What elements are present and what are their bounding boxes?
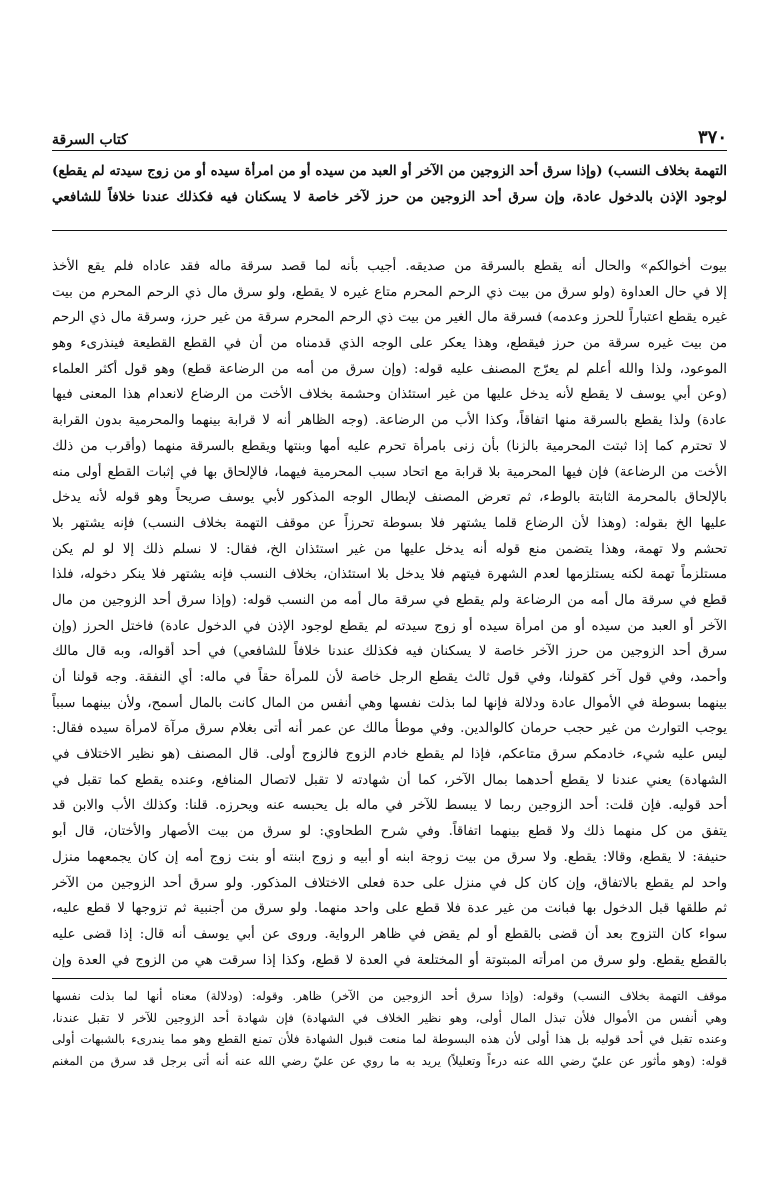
commentary-line: ثم طلقها قبل الدخول بها فبانت من غير عدة فلا قطع على واحد منهما. ولو سرق من أجنبية ثم تزوجها لا قطع عليه، bbox=[52, 901, 727, 917]
commentary-line: وأحمد، وفي قول آخر كقولنا، وفي قول ثالث يقطع الرجل خاصة لأن للمرأة حقاً في ماله: أي النفقة. وجه قولنا أن bbox=[52, 670, 727, 685]
commentary-line: أحد قوليه. فإن قلت: أحد الزوجين ربما لا يبسط للآخر في ماله بل يحبسه عنه ويحرزه. قلنا: وكذلك الأب والابن قد bbox=[52, 798, 727, 814]
commentary-line: بالقطع يقطع. ولو سرق من امرأته المبتوتة أو المختلعة في العدة لا قطع، وكذا إذا سرقت هي من الزوج في العدة وإن bbox=[52, 952, 727, 968]
commentary-line: عادة) ولذا يقطع بالسرقة منها اتفاقاً، وكذا الأب من الرضاعة. (وجه الظاهر أنه لا قرابة بينهما والمحرمية بدون القرابة bbox=[52, 413, 727, 429]
matn-line: التهمة بخلاف النسب) (وإذا سرق أحد الزوجين من الآخر أو العبد من سيده أو من امرأة سيده أو من زوج سيدته لم يقطع) bbox=[52, 163, 727, 179]
commentary-line: غيره يقطع اعتباراً للحرز وعدمه) فسرقة مال الغير من بيت ذي الرحم المحرم سرقة من غير حرز، وسرقة مال ذي الرحم bbox=[52, 310, 727, 326]
commentary-line: الأخت من الرضاعة) فإن فيها المحرمية بلا قرابة مع اتحاد سبب المحرمية فيهما، فالإلحاق بها في إثبات القطع أولى منه bbox=[52, 464, 727, 480]
footnote-divider bbox=[52, 978, 727, 979]
commentary-line: الآخر أو العبد من سيده أو من امرأة سيده أو زوج سيدته لم يقطع لوجود الإذن في الدخول عادة) فاختل الحرز (وإن bbox=[52, 618, 727, 634]
commentary-line: إلا في حال العداوة (ولو سرق من بيت ذي الرحم المحرم متاع غيره لا يقطع، ولو سرق مال ذي الرحم المحرم من بيت bbox=[52, 284, 727, 300]
page-number: ٣٧٠ bbox=[697, 127, 727, 148]
footnote-line: وعنده تقبل في أحد قوليه بل هذا أولى لأن هذه البسوطة لما منعت قبول الشهادة فلأن تمنع القطع وهو مما يندرىء بالشبهات أولى bbox=[52, 1032, 727, 1046]
commentary-line: سرق أحد الزوجين من حرز الآخر خاصة لا يسكنان فيه فكذلك عندنا خلافاً للشافعي) في أحد أقواله، وبه قال مالك bbox=[52, 644, 727, 660]
commentary-line: سواء كان التزوج بعد أن قضى بالقطع أو لم يقض في ظاهر الرواية. وروى عن أبي يوسف أنه قال: إذا قضى عليه bbox=[52, 926, 727, 942]
book-title: كتاب السرقة bbox=[52, 132, 128, 148]
matn-text bbox=[52, 158, 727, 210]
commentary-line: بالإلحاق بالمحرمة الثابتة بالوطء، ثم تعرض المصنف لإبطال الوجه المذكور لأبي يوسف صريحاً وهو قوله لأنه يدخل bbox=[52, 490, 727, 506]
footnote-line: وهي أنفس من الأموال فلأن تبذل المال أولى، وهو نظير الخلاف في الشهادة) فإن شهادة أحد الزوجين للآخر لا تقبل عندنا، bbox=[52, 1010, 727, 1025]
commentary-line: قطع في سرقة مال أمه من الرضاعة ولم يقطع في سرقة مال أمه من النسب قوله: (وإذا سرق أحد الزوجين من مال bbox=[52, 592, 727, 608]
running-header bbox=[52, 122, 727, 148]
commentary-line: الشهادة) يعني عندنا لا يقطع أحدهما بمال الآخر، كما أن شهادته لا تقبل لاتصال المنافع، وعنده يقطع كما تقبل في bbox=[52, 772, 727, 788]
header-rule bbox=[52, 150, 727, 151]
commentary-line: حنيفة: لا يقطع، وقالا: يقطع. ولا سرق من بيت زوجة ابنه أو أبيه و زوج ابنته أو بنت زوج أمه إن كان يجمعهما منزل bbox=[52, 849, 727, 865]
commentary-line: عليها الخ بقوله: (وهذا لأن الرضاع قلما يشتهر فلا بسوطة تحرزاً عن موقف التهمة بخلاف النسب) فإنه يشتهر بلا bbox=[52, 515, 727, 531]
matn-divider bbox=[52, 230, 727, 231]
commentary-line: يتفق من كل منهما ذلك ولا قطع بينهما اتفاقاً. وفي شرح الطحاوي: لو سرق من بيت الأصهار والأختان، قال أبو bbox=[52, 824, 727, 840]
commentary-line: واحد لم يقطع بالاتفاق، وإن كان كل في منزل على حدة فعلى الاختلاف المذكور. ولو سرق أحد الزوجين من الآخر bbox=[52, 875, 727, 891]
commentary-text bbox=[52, 254, 727, 973]
footnote-line: موقف التهمة بخلاف النسب) وقوله: (وإذا سرق أحد الزوجين من الآخر) ظاهر. وقوله: (ودلالة) معناه أنها لما بذلت نفسها bbox=[52, 989, 727, 1003]
commentary-line: بينهما بسوطة في الأموال عادة ودلالة فإنها لما بذلت نفسها وهي أنفس من المال كانت بالمال أسمح، ولأن بينهما سبباً bbox=[52, 695, 727, 711]
commentary-line: من بيت غيره سرقة من حرز فيقطع، وهذا يعكر على الوجه الذي قدمناه من أن في القطع القطيعة فينذرىء وهو bbox=[52, 336, 727, 352]
commentary-line: الموعود، ولذا والله أعلم لم يعرّج المصنف عليه قوله: (وإن سرق من أمه من الرضاعة قطع) وهو قول أكثر العلماء bbox=[52, 361, 727, 377]
matn-line: لوجود الإذن بالدخول عادة، وإن سرق أحد الزوجين من حرز لآخر خاصة لا يسكنان فيه فكذلك عندنا خلافاً للشافعي bbox=[52, 189, 727, 205]
commentary-line: ليس عليه شيء، خادمكم سرق متاعكم، فإذا لم يقطع خادم الزوج فالزوج أولى. قال المصنف (هو نظير الاختلاف في bbox=[52, 747, 727, 763]
footnotes bbox=[52, 986, 727, 1072]
commentary-line: مستلزماً تهمة لكنه يستلزمها لعدم الشهرة فيتهم فلا يدخل بلا استئذان، بخلاف النسب فإنه يشتهر فلا ينكر دخوله، فلذا bbox=[52, 567, 727, 583]
footnote-line: قوله: (وهو مأثور عن عليّ رضي الله عنه درءاً وتعليلاً) يريد به ما روي عن عليّ رضي الله عنه أنه أتى برجل قد سرق من المغنم bbox=[52, 1053, 727, 1068]
commentary-line: تحشم ولا تهمة، وهذا يتضمن منع قوله أنه يدخل عليها من غير استئذان الخ، فقال: لا نسلم ذلك إلا لو لم يكن bbox=[52, 541, 727, 557]
commentary-line: يوجب التوارث من غير حجب حرمان كالوالدين. وفي موطأ مالك عن عمر أنه أتى بغلام سرق مرآة لامرأة سيده فقال: bbox=[52, 721, 727, 737]
commentary-line: بيوت أخوالكم» والحال أنه يقطع بالسرقة من صديقه. أجيب بأنه لما قصد سرقة ماله فقد عاداه فلم يقع الأخذ bbox=[52, 259, 727, 274]
commentary-line: لا تحترم كما إذا ثبتت المحرمية بالزنا) بأن زنى بامرأة تحرم عليه أمها وبنتها ويقطع بالسرقة منهما (وأقرب من ذلك bbox=[52, 438, 727, 454]
commentary-line: (وعن أبي يوسف لا يقطع لأنه يدخل عليها من غير استئذان وحشمة بخلاف الأخت من الرضاع لانعدام هذا المعنى فيها bbox=[52, 387, 727, 403]
